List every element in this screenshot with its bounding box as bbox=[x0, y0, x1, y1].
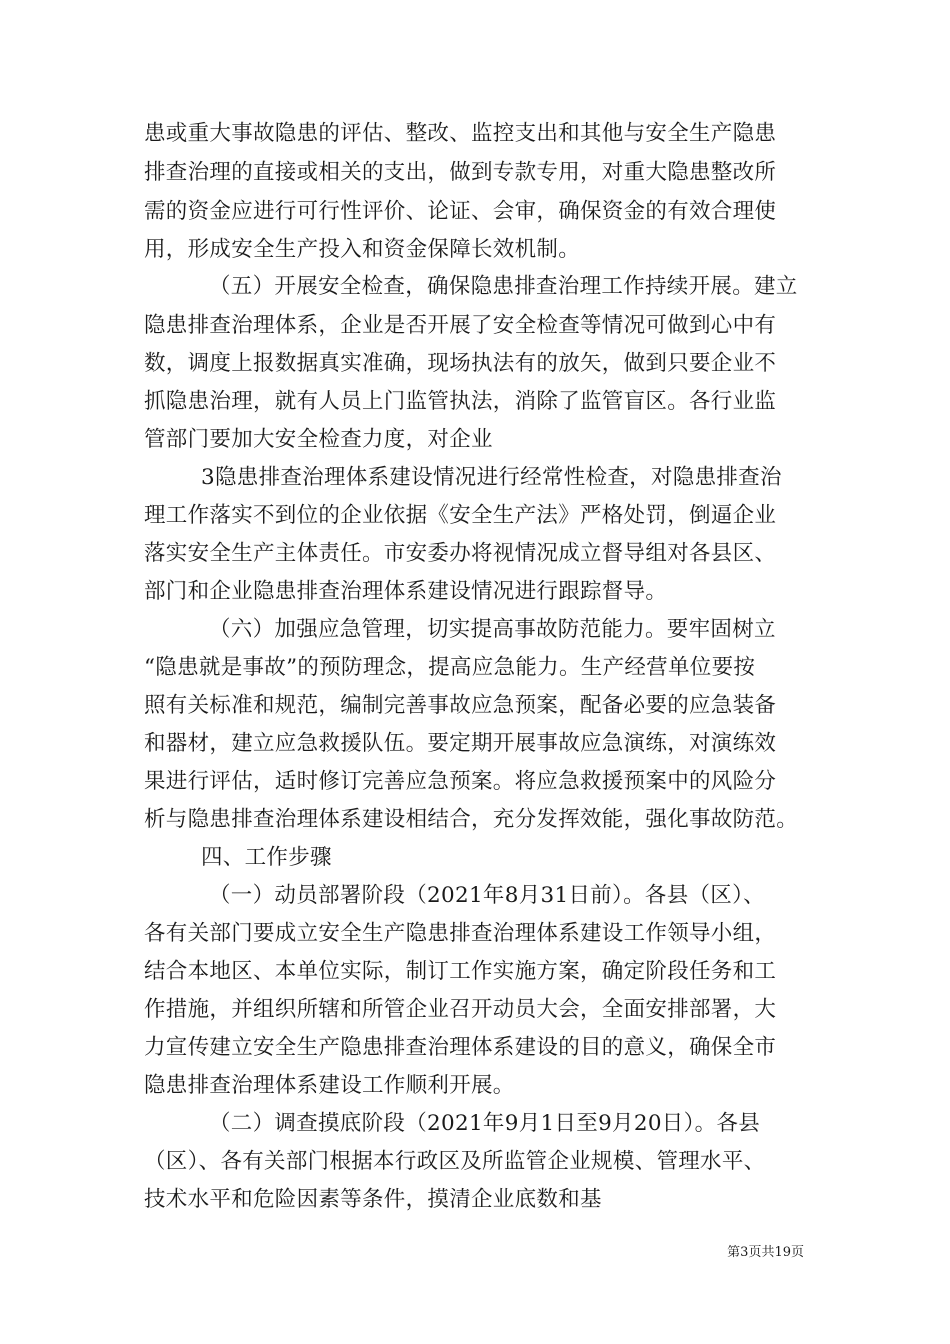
body-text-line: 需的资金应进行可行性评价、论证、会审，确保资金的有效合理使 bbox=[144, 199, 777, 224]
section-heading-step-2: （二）调查摸底阶段（2021年9月1日至9月20日）。各县 bbox=[209, 1111, 761, 1136]
body-text-line: 各有关部门要成立安全生产隐患排查治理体系建设工作领导小组， bbox=[144, 921, 777, 946]
body-text-line: 果进行评估，适时修订完善应急预案。将应急救援预案中的风险分 bbox=[144, 769, 777, 794]
section-heading-5: （五）开展安全检查，确保隐患排查治理工作持续开展。建立 bbox=[209, 274, 798, 299]
page-number: 第3页共19页 bbox=[727, 1245, 804, 1260]
chapter-heading-4: 四、工作步骤 bbox=[201, 845, 332, 870]
body-text-line: “隐患就是事故”的预防理念，提高应急能力。生产经营单位要按 bbox=[144, 655, 756, 680]
body-text-line: （区）、各有关部门根据本行政区及所监管企业规模、管理水平、 bbox=[144, 1149, 766, 1174]
body-text-line: 理工作落实不到位的企业依据《安全生产法》严格处罚，倒逼企业 bbox=[144, 503, 777, 528]
body-text-line: 作措施，并组织所辖和所管企业召开动员大会，全面安排部署，大 bbox=[144, 997, 777, 1022]
body-text-line: 落实安全生产主体责任。市安委办将视情况成立督导组对各县区、 bbox=[144, 541, 777, 566]
body-text-line: 照有关标准和规范，编制完善事故应急预案，配备必要的应急装备 bbox=[144, 693, 777, 718]
body-text-line: 用，形成安全生产投入和资金保障长效机制。 bbox=[144, 237, 581, 262]
body-text-line: 抓隐患治理，就有人员上门监管执法，消除了监管盲区。各行业监 bbox=[144, 389, 777, 414]
body-text-line: 3隐患排查治理体系建设情况进行经常性检查，对隐患排查治 bbox=[201, 465, 782, 490]
body-text-line: 技术水平和危险因素等条件，摸清企业底数和基 bbox=[144, 1187, 602, 1212]
body-text-line: 管部门要加大安全检查力度，对企业 bbox=[144, 427, 493, 452]
section-heading-6: （六）加强应急管理，切实提高事故防范能力。要牢固树立 bbox=[209, 617, 776, 642]
body-text-line: 结合本地区、本单位实际，制订工作实施方案，确定阶段任务和工 bbox=[144, 959, 777, 984]
body-text-line: 和器材，建立应急救援队伍。要定期开展事故应急演练，对演练效 bbox=[144, 731, 777, 756]
body-text-line: 隐患排查治理体系建设工作顺利开展。 bbox=[144, 1073, 515, 1098]
body-text-line: 数，调度上报数据真实准确，现场执法有的放矢，做到只要企业不 bbox=[144, 351, 777, 376]
body-text-line: 部门和企业隐患排查治理体系建设情况进行跟踪督导。 bbox=[144, 579, 668, 604]
section-heading-step-1: （一）动员部署阶段（2021年8月31日前）。各县（区）、 bbox=[209, 883, 765, 908]
body-text-line: 析与隐患排查治理体系建设相结合，充分发挥效能，强化事故防范。 bbox=[144, 807, 799, 832]
body-text-line: 隐患排查治理体系，企业是否开展了安全检查等情况可做到心中有 bbox=[144, 313, 777, 338]
body-text-line: 力宣传建立安全生产隐患排查治理体系建设的目的意义，确保全市 bbox=[144, 1035, 777, 1060]
body-text-line: 排查治理的直接或相关的支出，做到专款专用，对重大隐患整改所 bbox=[144, 160, 777, 185]
body-text-line: 患或重大事故隐患的评估、整改、监控支出和其他与安全生产隐患 bbox=[144, 121, 777, 146]
